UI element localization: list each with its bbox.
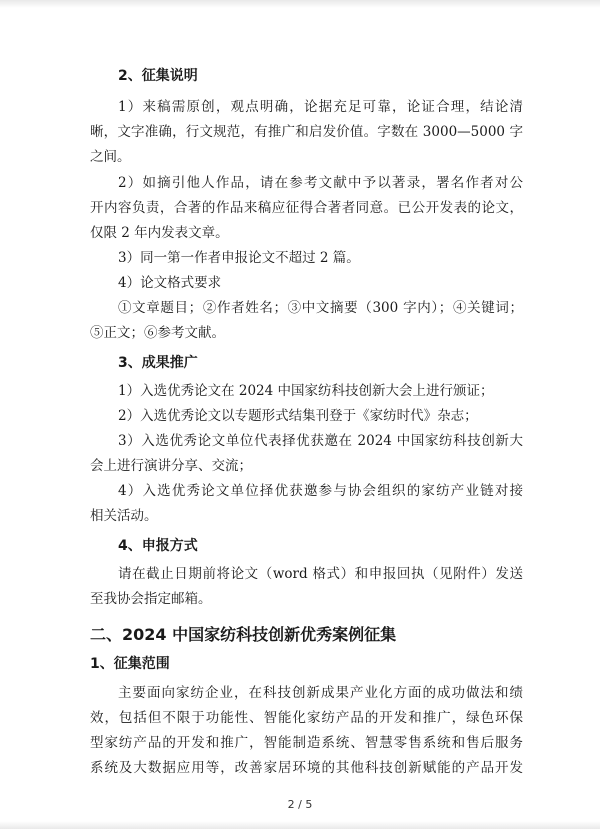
section-heading-promotion: 3、成果推广 [118,355,198,371]
promotion-item4-line1: 4）入选优秀论文单位择优获邀参与协会组织的家纺产业链对接 [118,483,523,499]
part2-scope-line2: 效，包括但不限于功能性、智能化家纺产品的开发和推广，绿色环保 [90,710,523,726]
part2-scope-line1: 主要面向家纺企业，在科技创新成果产业化方面的成功做法和绩 [118,685,523,701]
submission-line1: 请在截止日期前将论文（word 格式）和申报回执（见附件）发送 [118,566,523,582]
section-heading-collection-notes: 2、征集说明 [118,68,198,84]
scan-edge-bottom [0,821,600,829]
notes-item4: 4）论文格式要求 [118,275,222,291]
section-heading-submission: 4、申报方式 [118,538,198,554]
page-number: 2 / 5 [287,798,313,811]
scan-edge-top [0,0,600,8]
submission-line2: 至我协会指定邮箱。 [90,591,212,607]
promotion-item3-line2: 会上进行演讲分享、交流； [90,458,252,474]
part2-scope-line4: 系统及大数据应用等，改善家居环境的其他科技创新赋能的产品开发 [90,760,523,776]
notes-item2-line2: 开内容负责，合著的作品来稿应征得合著者同意。已公开发表的论文， [90,200,523,216]
notes-item2-line1: 2）如摘引他人作品，请在参考文献中予以著录，署名作者对公 [118,175,523,191]
notes-item3: 3）同一第一作者申报论文不超过 2 篇。 [118,250,360,266]
format-list-line2: ⑤正文；⑥参考文献。 [90,325,225,341]
promotion-item3-line1: 3）入选优秀论文单位代表择优获邀在 2024 中国家纺科技创新大 [118,433,523,449]
part2-heading: 二、2024 中国家纺科技创新优秀案例征集 [90,625,397,644]
notes-item1-line3: 之间。 [90,149,131,165]
part2-scope-line3: 型家纺产品的开发和推广，智能制造系统、智慧零售系统和售后服务 [90,735,523,751]
notes-item1-line1: 1）来稿需原创，观点明确，论据充足可靠，论证合理，结论清 [118,99,523,115]
promotion-item4-line2: 相关活动。 [90,508,158,524]
part2-sub-heading: 1、征集范围 [90,656,170,672]
promotion-item1: 1）入选优秀论文在 2024 中国家纺科技创新大会上进行颁证； [118,383,494,399]
notes-item1-line2: 晰，文字准确，行文规范，有推广和启发价值。字数在 3000—5000 字 [90,124,523,140]
format-list-line1: ①文章题目；②作者姓名；③中文摘要（300 字内）；④关键词； [118,300,523,316]
notes-item2-line3: 仅限 2 年内发表文章。 [90,225,229,241]
promotion-item2: 2）入选优秀论文以专题形式结集刊登于《家纺时代》杂志； [118,408,478,424]
